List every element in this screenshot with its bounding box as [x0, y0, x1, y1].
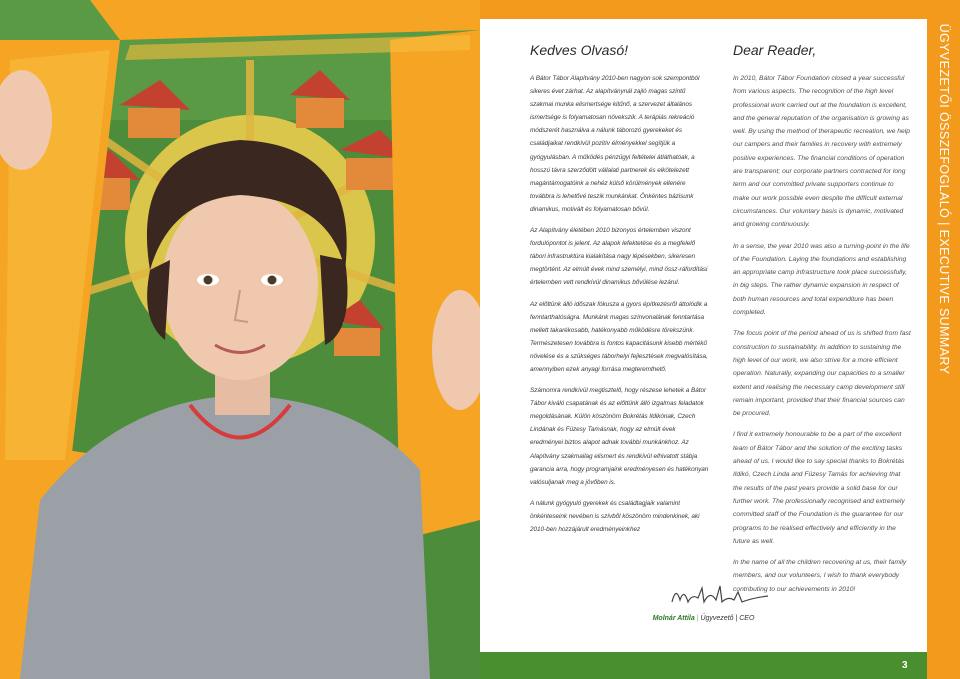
hungarian-paragraph: Az Alapítvány életében 2010 bizonyos értelemben viszont fordulópontot is jelent. Az alapok lefektetése és a megfelelő tábori infrastruktúra kialakítása nagy lépésekben, sikeresen megtörtént. Az elmúlt évek mind személyi, mind össz-ráfordítási értelemben vett rendkívül dinamikus bővülése lezárul.: [530, 227, 708, 287]
english-paragraph: In the name of all the children recovering at us, their family members, and our volunteers, I wish to thank everybody contributing to our achievements in 2010!: [733, 559, 907, 593]
signer-title: Ügyvezető | CEO: [700, 615, 755, 622]
english-paragraph: The focus point of the period ahead of us is shifted from fast construction to sustainability. In addition to sustaining the high level of our work, we also strive for a more efficient operation. Naturally, expanding our capacities to a smaller extent and realising the necessary camp development still remain important, provided that their financial sources can be procured.: [733, 330, 911, 418]
hungarian-paragraph: Számomra rendkívül megtisztelő, hogy részese lehetek a Bátor Tábor kiváló csapatának és az előttünk álló izgalmas feladatok megoldásának. Külön köszönöm Bokrétás Ildikónak, Czech Lindának és Füzesy Tamásnak, hogy az elmúlt évek eredményei biztos alapot adnak további munkánkhoz. Az Alapítvány szakmailag elismert és rendkívül elhivatott stábja garancia arra, hogy programjaink eredményesen és hatékonyan valósuljanak meg a jövőben is.: [530, 387, 709, 486]
english-paragraph: In 2010, Bátor Tábor Foundation closed a year successful from various aspects. The recognition of the high level professional work carried out at the foundation is excellent, and the general reputation of the organisation is growing as well. By using the method of therapeutic recreation, we help our campers and their families in recovery with extremely positive experiences. The financial conditions of operation are transparent; our corporate partners contracted for long term and our committed private supporters continue to make our work possible even despite the difficult external circumstances. Our voluntary basis is dynamic, motivated and growing continuously.: [733, 75, 910, 229]
footer-bar: [480, 652, 927, 679]
hungarian-paragraph: A Bátor Tábor Alapítvány 2010-ben nagyon sok szempontból sikeres évet zárhat. Az alapítványnál zajló magas szintű szakmai munka elismertsége kitűnő, a szervezet általános ismertsége is folyamatosan növekszik. A terápiás rekreáció módszerét használva a nálunk táborozó gyerekeket és családjaikat rendkívül pozitív élményekkel segítjük a gyógyulásban. A működés pénzügyi feltételei átláthatóak, a hosszú távra szerződött vállalati partnerek és elkötelezett magántámogatóink a nehéz külső körülmények ellenére továbbra is lehetővé teszik munkánkat. Önkéntes bázisunk dinamikus, motivált és folyamatosan bővül.: [530, 75, 700, 213]
caption-separator: |: [696, 615, 701, 622]
english-column: [733, 42, 911, 604]
signer-name: Molnár Attila: [652, 615, 695, 622]
hungarian-greeting: Kedves Olvasó!: [530, 42, 629, 58]
section-title: ÜGYVEZETŐI ÖSSZEFOGLALÓ | EXECUTIVE SUMMARY: [937, 23, 951, 375]
hungarian-paragraph: A nálunk gyógyuló gyerekek és családtagjaik valamint önkénteseink nevében is szívből köszönöm mindenkinek, aki 2010-ben hozzájárult eredményeinkhez: [530, 499, 700, 533]
english-greeting: Dear Reader,: [733, 42, 817, 58]
handwritten-signature: [668, 580, 778, 610]
english-paragraph: In a sense, the year 2010 was also a turning-point in the life of the Foundation. Laying the foundations and establishing an appropriate camp infrastructure took place successfully, in big steps. The rather dynamic expansion in respect of both human resources and total expenditure has been completed.: [733, 242, 910, 317]
hungarian-column: [530, 42, 710, 544]
english-paragraph: I find it extremely honourable to be a part of the excellent team of Bátor Tábor and the solution of the exciting tasks ahead of us. I would like to say special thanks to Bokrétás Ildikó, Czech Linda and Füzesy Tamás for achieving that the results of the past years provide a solid base for our further work. The professionally recognised and extremely committed staff of the Foundation is the guarantee for our programs to be realised effectively and efficiently in the future as well.: [733, 431, 905, 545]
hungarian-paragraph: Az előttünk álló időszak fókusza a gyors építkezésről áttolódik a fenntarthatóságra. Munkánk magas színvonalának fenntartása mellett takarékosabb, hatékonyabb működésre törekszünk. Természetesen továbbra is fontos kapacitásunk kisebb mértékű növelése és a szükséges táborhelyi fejlesztések megvalósítása, amennyiben ezek anyagi forrása megteremthető.: [530, 300, 708, 373]
page-number: 3: [902, 660, 908, 671]
signature-caption: [480, 615, 927, 622]
top-accent-strip: [480, 0, 927, 19]
